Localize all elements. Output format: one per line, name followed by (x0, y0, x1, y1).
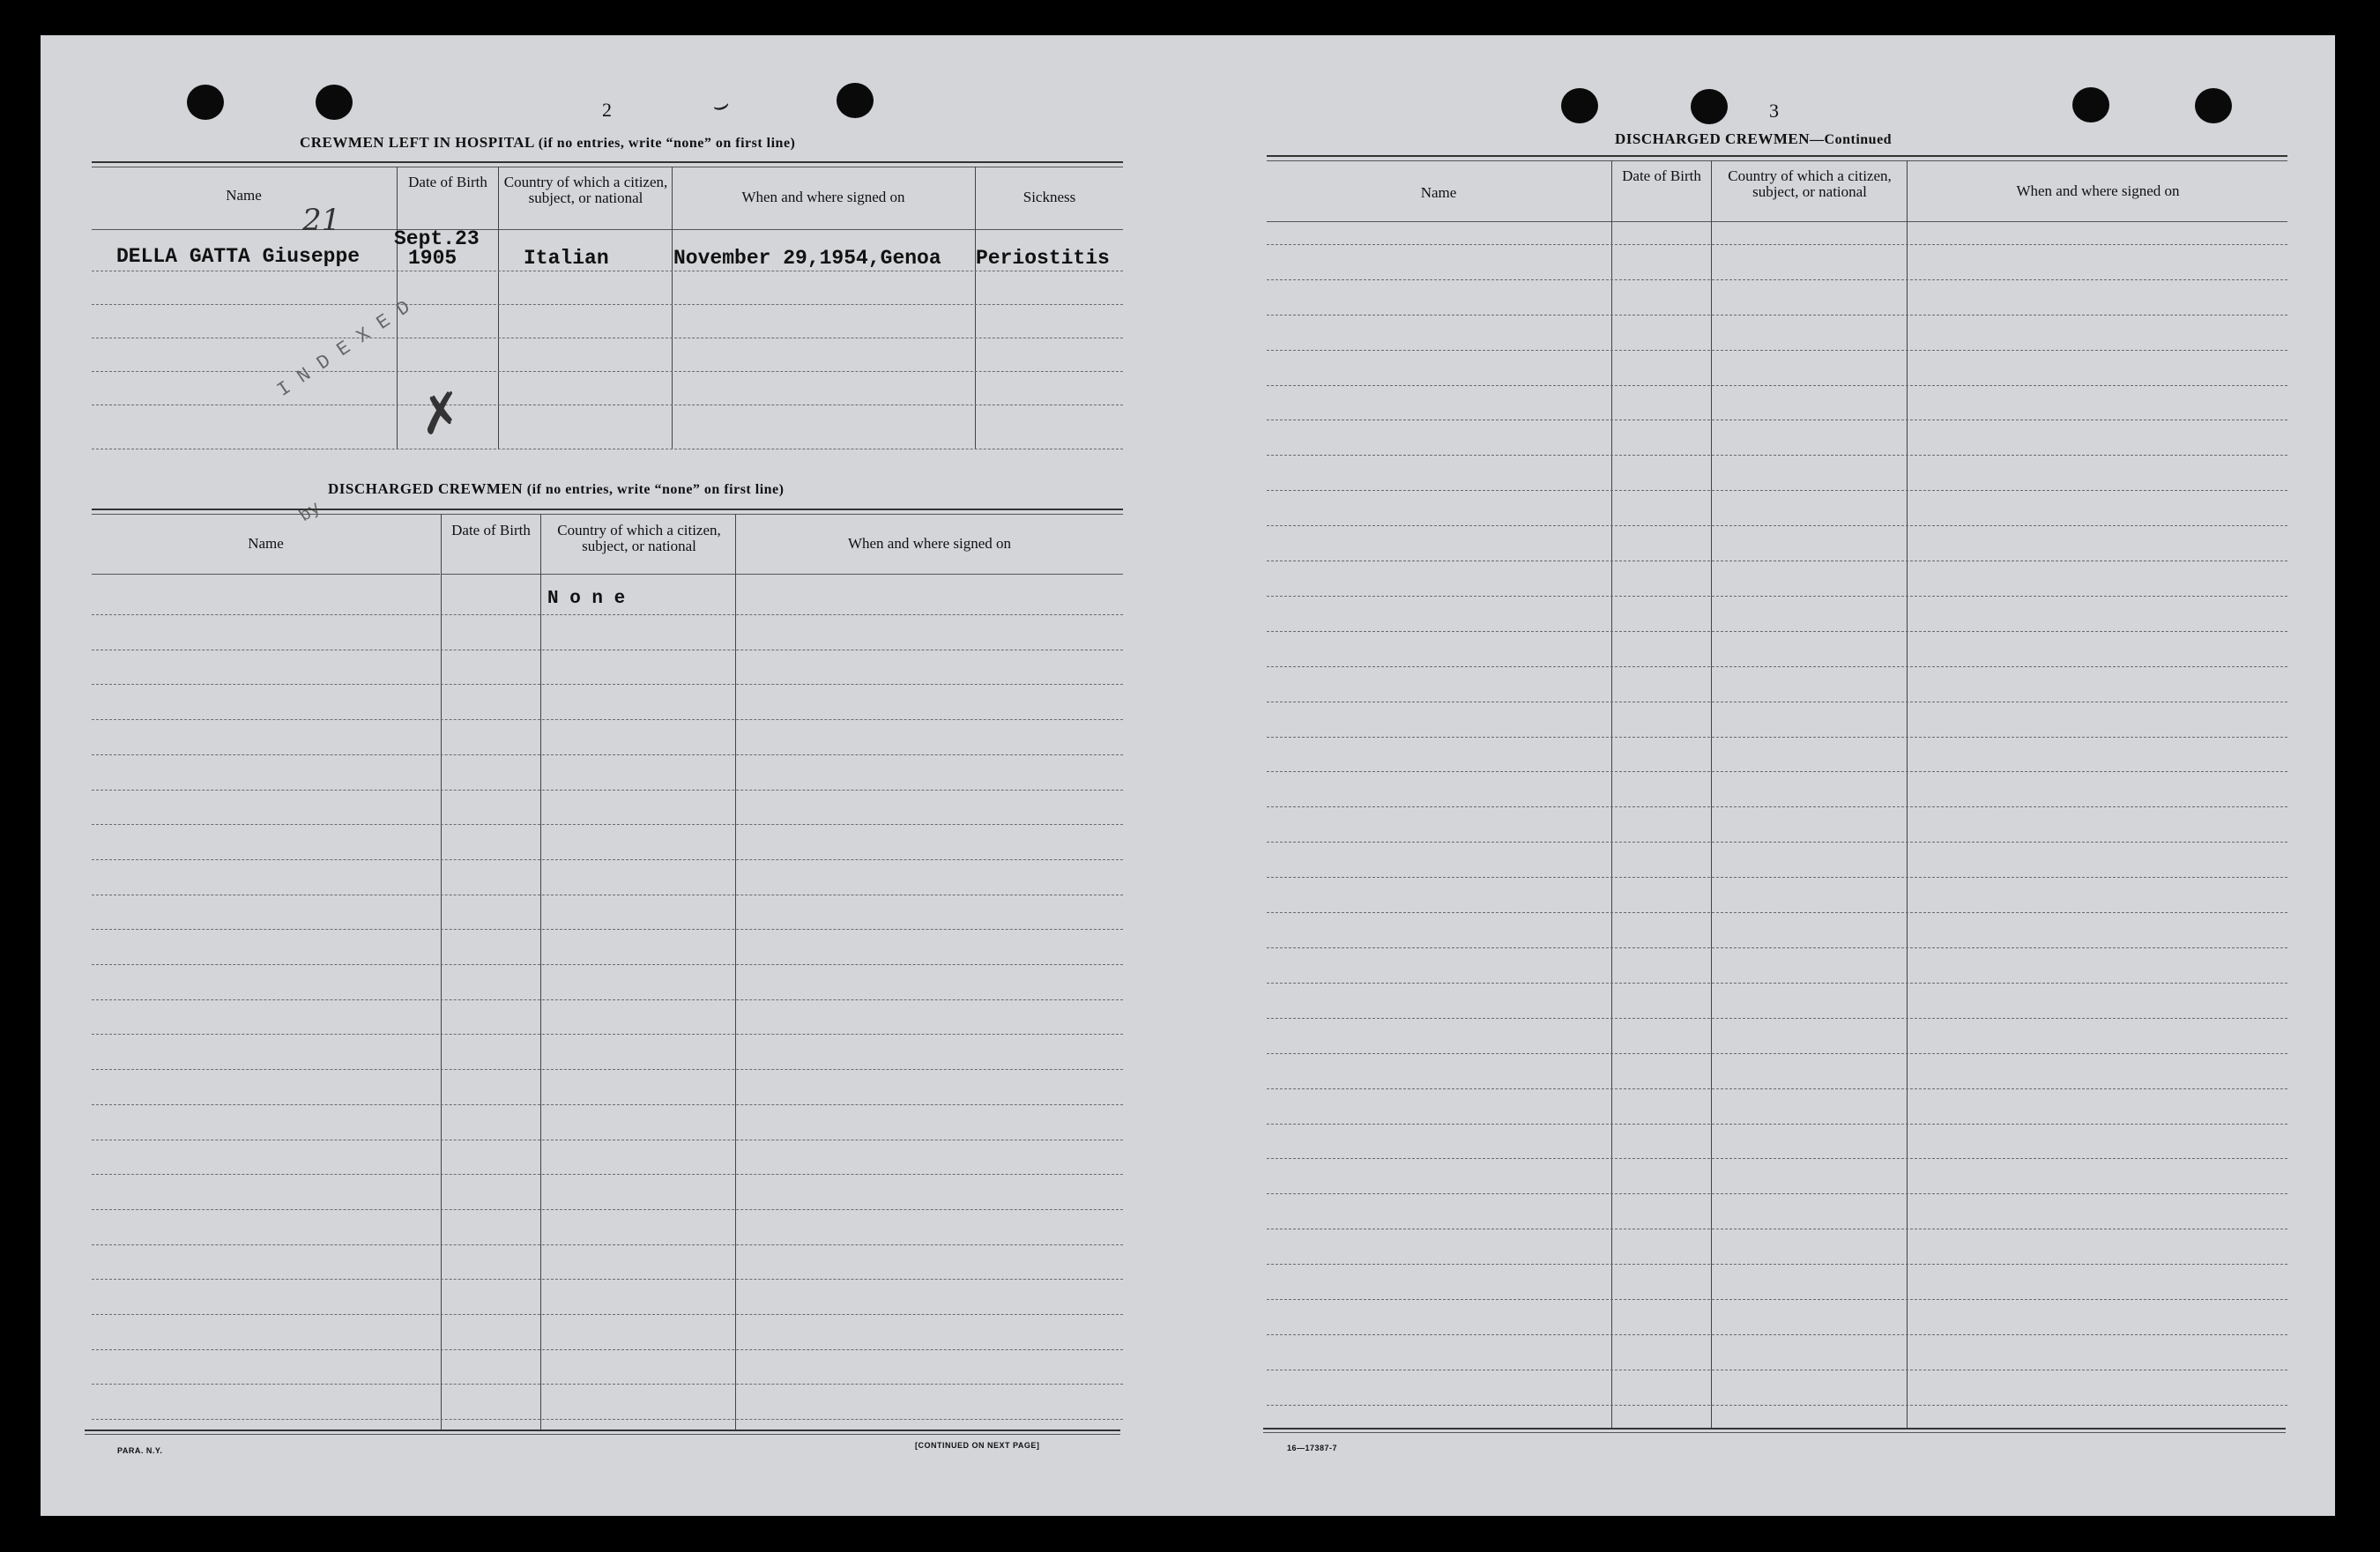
header-rule (1267, 221, 2287, 222)
bottom-rule (85, 1434, 1120, 1435)
header-rule (92, 574, 440, 575)
row-line (1267, 1193, 2287, 1194)
punch-hole (316, 85, 353, 120)
row-line (92, 1314, 1123, 1315)
column-divider (1907, 160, 1908, 1429)
row-line (92, 684, 1123, 685)
row-line (1267, 631, 2287, 632)
manifest-sheet (41, 35, 2335, 1516)
rule (92, 509, 1123, 510)
header-rule (441, 574, 1123, 575)
col-header-dob: Date of Birth (408, 174, 487, 190)
hospital-entry-dob-year: 1905 (408, 247, 457, 270)
hospital-entry-name: DELLA GATTA Giuseppe (116, 245, 361, 268)
col-header-dob: Date of Birth (451, 522, 531, 538)
hospital-entry-sickness: Periostitis (976, 247, 1110, 270)
page-number: 3 (1769, 100, 1779, 122)
discharged-entry-none: N o n e (547, 589, 626, 609)
row-line (1267, 1053, 2287, 1054)
row-line (1267, 350, 2287, 351)
footer-continued: [CONTINUED ON NEXT PAGE] (915, 1441, 1040, 1450)
row-line (92, 371, 1123, 372)
column-divider (672, 167, 673, 449)
row-line (1267, 771, 2287, 772)
row-line (1267, 279, 2287, 280)
row-line (92, 304, 1123, 305)
row-line (1267, 737, 2287, 738)
row-line (1267, 1264, 2287, 1265)
hospital-entry-country: Italian (524, 247, 609, 270)
punch-hole (2195, 88, 2232, 123)
row-line (92, 614, 1123, 615)
check-mark-icon: ⌣ (708, 88, 733, 123)
row-line (1267, 1299, 2287, 1300)
row-line (1267, 315, 2287, 316)
punch-hole (1561, 88, 1598, 123)
row-line (92, 964, 1123, 965)
bottom-rule (85, 1429, 1120, 1431)
row-line (1267, 1158, 2287, 1159)
column-divider (540, 514, 541, 1430)
column-divider (1611, 160, 1612, 1429)
row-line (92, 1349, 1123, 1350)
handwritten-initials: 21 (302, 203, 341, 238)
bottom-rule (1263, 1428, 2286, 1429)
col-header-country: Country of which a citizen, subject, or national (1728, 167, 1892, 200)
row-line (92, 1279, 1123, 1280)
page-number: 2 (602, 99, 612, 121)
col-header-name: Name (248, 535, 284, 552)
col-header-country: Country of which a citizen, subject, or national (503, 174, 668, 206)
punch-hole (1691, 89, 1728, 124)
punch-hole (187, 85, 224, 120)
row-line (92, 1384, 1123, 1385)
col-header-name: Name (1420, 184, 1457, 201)
row-line (1267, 1088, 2287, 1089)
col-header-sickness: Sickness (1023, 189, 1076, 205)
punch-hole (837, 83, 874, 118)
row-line (92, 1419, 1123, 1420)
row-line (1267, 385, 2287, 386)
col-header-dob: Date of Birth (1622, 167, 1701, 184)
row-line (1267, 877, 2287, 878)
hospital-entry-dob-month: Sept.23 (394, 227, 480, 250)
rule (92, 514, 1123, 515)
column-divider (1711, 160, 1712, 1429)
row-line (1267, 912, 2287, 913)
footer-printer: PARA. N.Y. (117, 1446, 163, 1455)
row-line (92, 1244, 1123, 1245)
row-line (1267, 455, 2287, 456)
row-line (92, 719, 1123, 720)
row-line (92, 1104, 1123, 1105)
row-line (92, 859, 1123, 860)
row-line (1267, 525, 2287, 526)
footer-form-code: 16—17387-7 (1287, 1444, 1338, 1452)
row-line (1267, 1124, 2287, 1125)
col-header-signed-on: When and where signed on (741, 189, 905, 205)
row-line (1267, 1018, 2287, 1019)
rule (1267, 160, 2287, 161)
column-divider (498, 167, 499, 449)
indexed-stamp-by: by (295, 498, 325, 527)
row-line (92, 754, 1123, 755)
row-line (92, 1174, 1123, 1175)
row-line (92, 790, 1123, 791)
rule (1267, 155, 2287, 157)
punch-hole (2072, 87, 2109, 123)
row-line (92, 1034, 1123, 1035)
col-header-name: Name (226, 187, 262, 204)
column-divider (975, 167, 976, 449)
column-divider (441, 514, 442, 1430)
row-line (92, 1209, 1123, 1210)
row-line (92, 999, 1123, 1000)
discharged-section-title: DISCHARGED CREWMEN (if no entries, write “none” on first line) (328, 480, 785, 497)
header-rule (92, 229, 1123, 230)
hospital-section-title: CREWMEN LEFT IN HOSPITAL (if no entries, write “none” on first line) (300, 134, 796, 151)
bottom-rule (1263, 1432, 2286, 1433)
rule (92, 161, 1123, 163)
hospital-entry-signed-on: November 29,1954,Genoa (673, 247, 941, 270)
row-line (1267, 490, 2287, 491)
row-line (1267, 983, 2287, 984)
row-line (1267, 596, 2287, 597)
row-line (1267, 842, 2287, 843)
col-header-country: Country of which a citizen, subject, or national (557, 522, 721, 554)
right-section-title: DISCHARGED CREWMEN—Continued (1615, 130, 1893, 147)
col-header-signed-on: When and where signed on (2016, 182, 2180, 199)
row-line (92, 1069, 1123, 1070)
row-line (92, 824, 1123, 825)
column-divider (735, 514, 736, 1430)
row-line (1267, 244, 2287, 245)
indexed-stamp: INDEXED (273, 289, 425, 402)
row-line (1267, 1334, 2287, 1335)
x-mark-icon: ✗ (413, 380, 468, 449)
row-line (1267, 806, 2287, 807)
col-header-signed-on: When and where signed on (847, 535, 1012, 552)
row-line (1267, 947, 2287, 948)
row-line (1267, 1405, 2287, 1406)
row-line (1267, 666, 2287, 667)
row-line (92, 929, 1123, 930)
